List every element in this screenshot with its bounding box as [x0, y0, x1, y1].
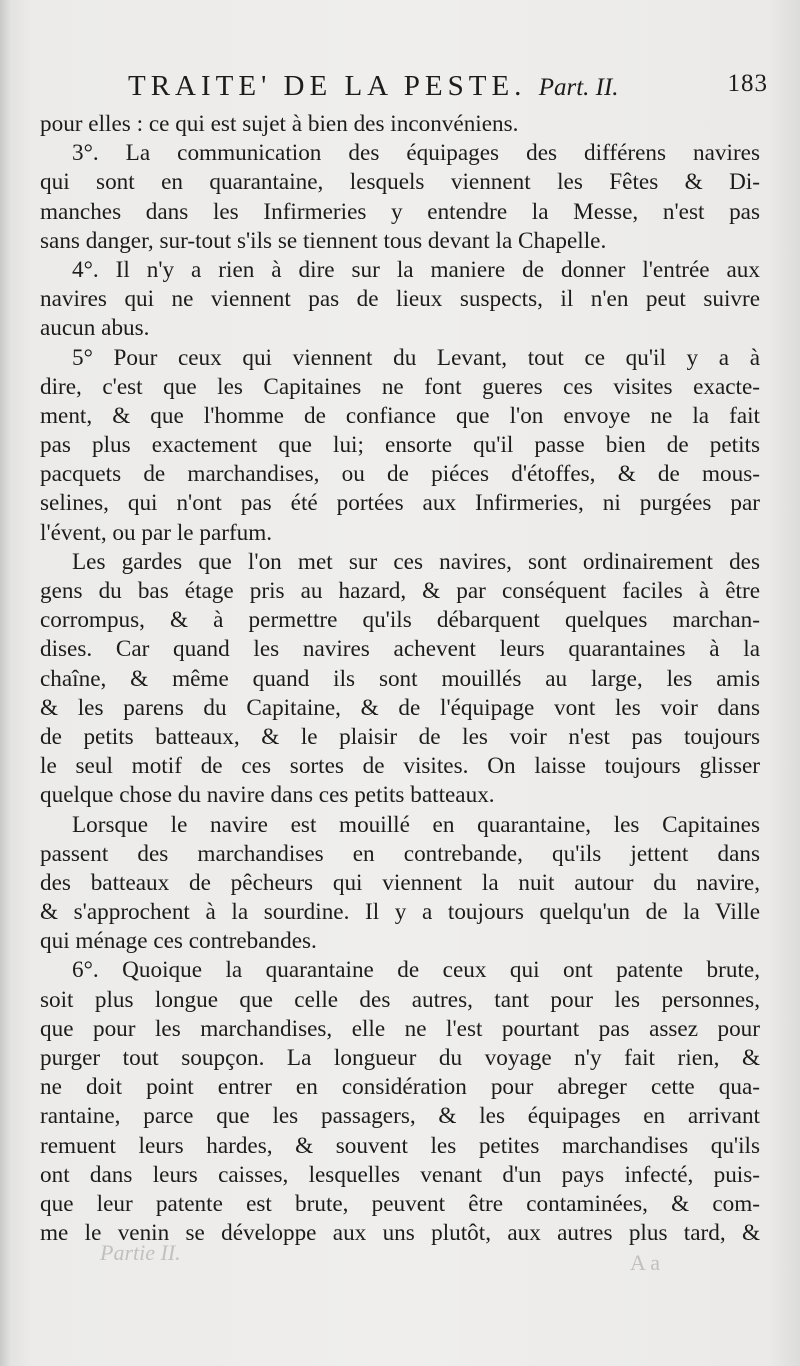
running-title-part: Part. II. — [538, 74, 619, 101]
text-line: manches dans les Infirmeries y entendre la Messe, n'est pas — [40, 198, 760, 225]
text-line: qui sont en quarantaine, lesquels viennent les Fêtes & Di- — [40, 169, 760, 196]
text-line: l'évent, ou par le parfum. — [40, 519, 273, 546]
text-line: 6°. Quoique la quarantaine de ceux qui ont patente brute, — [72, 957, 760, 984]
text-line: gens du bas étage pris au hazard, & par conséquent faciles à être — [40, 578, 760, 604]
text-line: sans danger, sur-tout s'ils se tiennent tous devant la Chapelle. — [40, 227, 607, 254]
text-line: pas plus exactement que lui; ensorte qu'il passe bien de petits — [40, 432, 760, 459]
text-line: de petits batteaux, & le plaisir de les voir n'est pas toujours — [40, 723, 760, 750]
text-line: 5° Pour ceux qui viennent du Levant, tout ce qu'il y a à — [72, 344, 760, 371]
text-line: ne doit point entrer en considération pour abreger cette qua- — [40, 1074, 760, 1101]
text-line: le seul motif de ces sortes de visites. On laisse toujours glisser — [40, 753, 760, 780]
text-line: me le venin se développe aux uns plutôt, aux autres plus tard, & — [40, 1220, 760, 1247]
page-gutter-shadow — [0, 0, 12, 1366]
text-line: ont dans leurs caisses, lesquelles venant d'un pays infecté, puis- — [40, 1161, 760, 1188]
text-line: pour elles : ce qui est sujet à bien des inconvéniens. — [40, 111, 519, 137]
text-line: quelque chose du navire dans ces petits batteaux. — [40, 782, 495, 809]
text-line: corrompus, & à permettre qu'ils débarquent quelques marchan- — [40, 607, 760, 634]
text-line: rantaine, parce que les passagers, & les équipages en arrivant — [40, 1103, 760, 1130]
bleed-through-text — [100, 1240, 740, 1280]
text-line: ment, & que l'homme de confiance que l'on envoye ne la fait — [40, 402, 760, 429]
text-line: purger tout soupçon. La longueur du voyage n'y fait rien, & — [40, 1045, 760, 1071]
text-line: que pour les marchandises, elle ne l'est pourtant pas assez pour — [40, 1015, 760, 1042]
text-line: remuent leurs hardes, & souvent les petites marchandises qu'ils — [40, 1132, 760, 1159]
text-line: que leur patente est brute, peuvent être contaminées, & com- — [40, 1190, 760, 1217]
text-line: chaîne, & même quand ils sont mouillés au large, les amis — [40, 665, 760, 692]
text-line: navires qui ne viennent pas de lieux suspects, il n'en peut suivre — [40, 286, 760, 313]
running-title-text: TRAITE' DE LA PESTE. — [128, 70, 527, 102]
text-line: passent des marchandises en contrebande, qu'ils jettent dans — [40, 840, 760, 867]
text-line: 3°. La communication des équipages des différens navires — [72, 140, 760, 167]
text-line: des batteaux de pêcheurs qui viennent la nuit autour du navire, — [40, 869, 760, 896]
text-line: pacquets de marchandises, ou de piéces d'étoffes, & de mous- — [40, 461, 760, 488]
page-body-text — [40, 110, 760, 1248]
text-line: soit plus longue que celle des autres, tant pour les personnes, — [40, 986, 760, 1013]
text-line: & s'approchent à la sourdine. Il y a toujours quelqu'un de la Ville — [40, 899, 760, 926]
text-line: Lorsque le navire est mouillé en quarantaine, les Capitaines — [72, 811, 760, 838]
text-line: & les parens du Capitaine, & de l'équipage vont les voir dans — [40, 694, 760, 721]
text-line: Les gardes que l'on met sur ces navires, sont ordinairement des — [72, 548, 760, 575]
text-line: aucun abus. — [40, 315, 150, 342]
bleed-through-left: Partie II. — [100, 1240, 181, 1265]
running-header — [128, 70, 768, 110]
text-line: 4°. Il n'y a rien à dire sur la maniere de donner l'entrée aux — [72, 256, 760, 283]
text-line: selines, qui n'ont pas été portées aux Infirmeries, ni purgées par — [40, 490, 760, 517]
text-line: dire, c'est que les Capitaines ne font gueres ces visites exacte- — [40, 373, 760, 400]
running-title — [128, 70, 619, 103]
text-line: dises. Car quand les navires achevent leurs quarantaines à la — [40, 636, 760, 663]
bleed-through-signature: A a — [630, 1250, 660, 1275]
page-number: 183 — [727, 70, 768, 97]
text-line: qui ménage ces contrebandes. — [40, 928, 317, 955]
